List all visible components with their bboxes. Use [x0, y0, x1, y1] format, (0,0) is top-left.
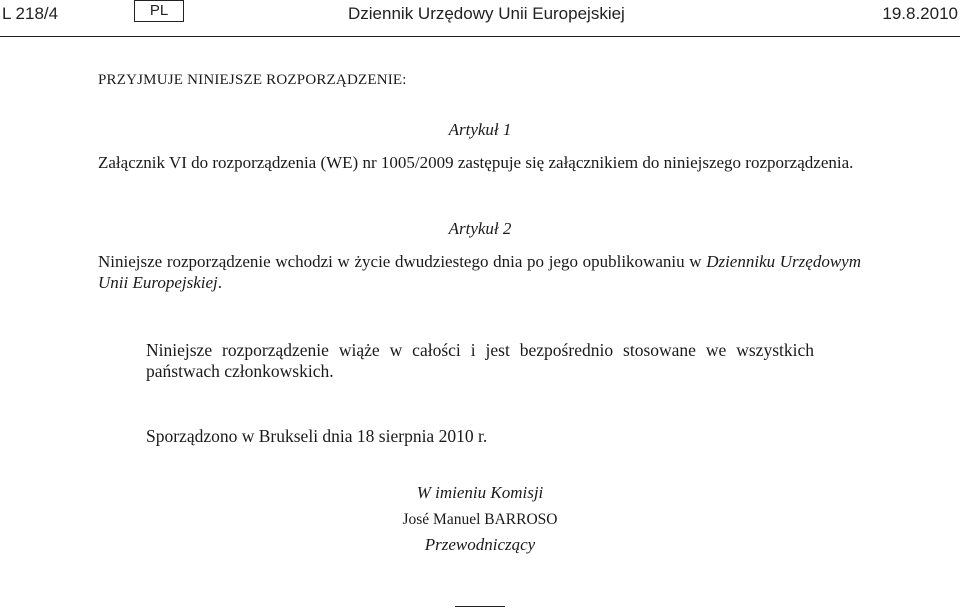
journal-title: Dziennik Urzędowy Unii Europejskiej [348, 4, 625, 23]
signature-on-behalf: W imieniu Komisji [416, 483, 544, 502]
article-1-body: Załącznik VI do rozporządzenia (WE) nr 1005/2009 zastępuje się załącznikiem do niniejszego rozporządzenia. [98, 153, 854, 172]
article-2-title: Artykuł 2 [448, 219, 512, 238]
language-badge: PL [134, 0, 184, 22]
publication-date: 19.8.2010 [882, 4, 958, 23]
journal-reference: Dzienniku Urzędowym Unii Europejskiej [98, 252, 861, 292]
place-and-date: Sporządzono w Brukseli dnia 18 sierpnia 2010 r. [146, 426, 488, 446]
signatory-role: Przewodniczący [424, 535, 536, 554]
footer-rule [455, 606, 505, 607]
page-header [0, 0, 960, 37]
page-reference: L 218/4 [2, 4, 59, 23]
signatory-name: José Manuel BARROSO [402, 511, 558, 528]
article-2-body-end: . [217, 273, 223, 292]
article-1-title: Artykuł 1 [448, 120, 512, 139]
binding-clause: Niniejsze rozporządzenie wiąże w całości i jest bezpośrednio stosowane we wszystkich państwach członkowskich. [146, 340, 814, 381]
article-2-body [98, 251, 861, 293]
enacting-formula: PRZYJMUJE NINIEJSZE ROZPORZĄDZENIE: [98, 72, 407, 88]
article-2-body-text: Niniejsze rozporządzenie wchodzi w życie dwudziestego dnia po jego opublikowaniu w [98, 252, 707, 271]
